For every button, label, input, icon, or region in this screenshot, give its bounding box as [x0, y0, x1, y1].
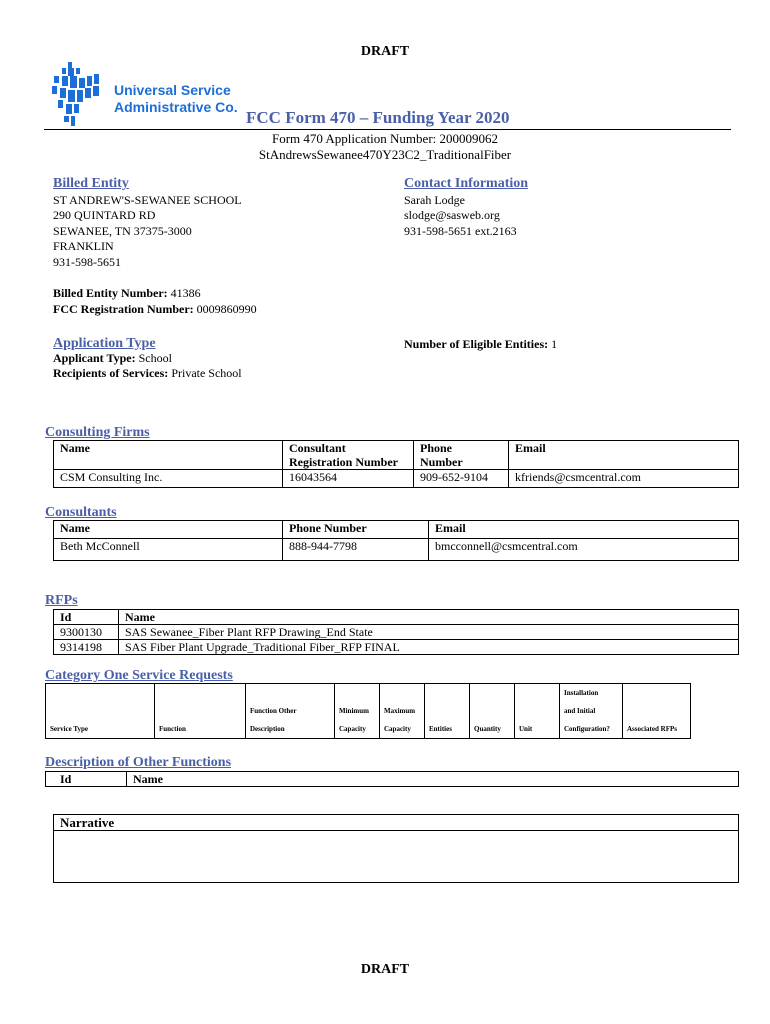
- header-id: Id: [46, 772, 127, 787]
- billed-entity-phone: 931-598-5651: [53, 255, 121, 269]
- eligible-entities: [404, 337, 557, 353]
- billed-entity-title: Billed Entity: [53, 176, 129, 191]
- consulting-firms-title: Consulting Firms: [45, 425, 150, 440]
- firm-name: CSM Consulting Inc.: [54, 470, 283, 488]
- consultant-name: Beth McConnell: [54, 539, 283, 561]
- header-maximum-capacity-label: Capacity: [384, 725, 411, 733]
- header-entities: Entities: [425, 684, 470, 739]
- rfps-table: [53, 609, 739, 655]
- narrative-divider: [54, 830, 738, 831]
- usac-logo: [50, 62, 250, 128]
- header-rule: [44, 129, 731, 130]
- applicant-type-value: School: [138, 351, 172, 365]
- header-installation: [560, 684, 623, 739]
- recipients-of-services: [53, 366, 242, 382]
- billed-entity-number: [53, 286, 201, 302]
- header-name: Name: [119, 610, 739, 625]
- rfp-id: 9314198: [54, 640, 119, 655]
- header-name: Name: [127, 772, 739, 787]
- billed-entity-name: ST ANDREW'S-SEWANEE SCHOOL: [53, 193, 242, 207]
- table-header-row: [54, 441, 739, 470]
- contact-title: Contact Information: [404, 176, 529, 191]
- consultant-email: bmcconnell@csmcentral.com: [429, 539, 739, 561]
- applicant-type: [53, 351, 172, 367]
- consulting-firms-table: [53, 440, 739, 488]
- table-header-row: [54, 521, 739, 539]
- application-number: Form 470 Application Number: 200009062: [271, 131, 499, 146]
- header-maximum: Maximum: [384, 707, 416, 715]
- consultants-table: [53, 520, 739, 561]
- billed-entity-number-label: Billed Entity Number:: [53, 286, 168, 300]
- header-name: Name: [54, 521, 283, 539]
- fcc-registration-value: 0009860990: [196, 302, 257, 316]
- table-header-row: [54, 610, 739, 625]
- header-unit: Unit: [515, 684, 560, 739]
- logo-line1: Universal Service: [114, 82, 231, 98]
- header-consultant: Consultant: [289, 441, 346, 455]
- firm-phone: 909-652-9104: [414, 470, 509, 488]
- consultants-title: Consultants: [45, 505, 117, 520]
- header-installation-line1: Installation: [564, 689, 599, 697]
- contact-name: Sarah Lodge: [404, 193, 465, 207]
- narrative-title: Narrative: [60, 815, 115, 830]
- eligible-entities-label: Number of Eligible Entities:: [404, 337, 549, 351]
- application-type-title: Application Type: [53, 336, 156, 351]
- header-function: Function: [155, 684, 246, 739]
- header-function-other-line1: Function Other: [250, 707, 297, 715]
- header-id: Id: [54, 610, 119, 625]
- header-registration-number: Registration Number: [289, 455, 398, 469]
- table-row: [54, 625, 739, 640]
- contact-phone: 931-598-5651 ext.2163: [404, 224, 517, 238]
- header-function-other: [246, 684, 335, 739]
- narrative-box: [53, 814, 739, 883]
- table-header-row: [46, 772, 739, 787]
- application-nickname: StAndrewsSewanee470Y23C2_TraditionalFiber: [258, 147, 512, 162]
- billed-entity-address: 290 QUINTARD RD: [53, 208, 156, 222]
- other-functions-title: Description of Other Functions: [45, 755, 232, 770]
- firm-email: kfriends@csmcentral.com: [509, 470, 739, 488]
- header-minimum: Minimum: [339, 707, 369, 715]
- header-service-type: Service Type: [46, 684, 155, 739]
- header-name: Name: [54, 441, 283, 470]
- header-quantity: Quantity: [470, 684, 515, 739]
- header-maximum-capacity: [380, 684, 425, 739]
- header-number: Number: [420, 455, 463, 469]
- header-minimum-capacity-label: Capacity: [339, 725, 366, 733]
- fcc-registration-number: [53, 302, 257, 318]
- logo-line2: Administrative Co.: [114, 99, 238, 115]
- logo-text: [114, 82, 238, 116]
- rfp-name: SAS Fiber Plant Upgrade_Traditional Fiber_RFP FINAL: [119, 640, 739, 655]
- header-phone: Phone: [420, 441, 453, 455]
- table-row: [54, 470, 739, 488]
- contact-email: slodge@sasweb.org: [404, 208, 500, 222]
- category-one-table: [45, 683, 691, 739]
- rfp-id: 9300130: [54, 625, 119, 640]
- usac-logo-mark-icon: [50, 62, 102, 128]
- table-header-row: [46, 684, 691, 739]
- billed-entity-county: FRANKLIN: [53, 239, 114, 253]
- header-phone-number: [414, 441, 509, 470]
- category-one-title: Category One Service Requests: [45, 668, 233, 683]
- header-function-other-line2: Description: [250, 725, 285, 733]
- other-functions-table: [45, 771, 739, 787]
- recipients-label: Recipients of Services:: [53, 366, 169, 380]
- header-phone-number: Phone Number: [283, 521, 429, 539]
- consultant-phone: 888-944-7798: [283, 539, 429, 561]
- header-consultant-registration: [283, 441, 414, 470]
- firm-registration: 16043564: [283, 470, 414, 488]
- rfp-name: SAS Sewanee_Fiber Plant RFP Drawing_End State: [119, 625, 739, 640]
- header-installation-line3: Configuration?: [564, 725, 610, 733]
- header-associated-rfps: Associated RFPs: [623, 684, 691, 739]
- header-email: Email: [429, 521, 739, 539]
- draft-footer: DRAFT: [360, 962, 410, 977]
- fcc-registration-label: FCC Registration Number:: [53, 302, 194, 316]
- table-row: [54, 539, 739, 561]
- header-email: Email: [509, 441, 739, 470]
- recipients-value: Private School: [171, 366, 242, 380]
- table-row: [54, 640, 739, 655]
- page-title: FCC Form 470 – Funding Year 2020: [246, 108, 510, 127]
- header-installation-line2: and Initial: [564, 707, 596, 715]
- header-minimum-capacity: [335, 684, 380, 739]
- applicant-type-label: Applicant Type:: [53, 351, 136, 365]
- billed-entity-city: SEWANEE, TN 37375-3000: [53, 224, 192, 238]
- eligible-entities-value: 1: [551, 337, 558, 351]
- billed-entity-number-value: 41386: [170, 286, 201, 300]
- draft-header: DRAFT: [360, 44, 410, 59]
- rfps-title: RFPs: [45, 593, 78, 608]
